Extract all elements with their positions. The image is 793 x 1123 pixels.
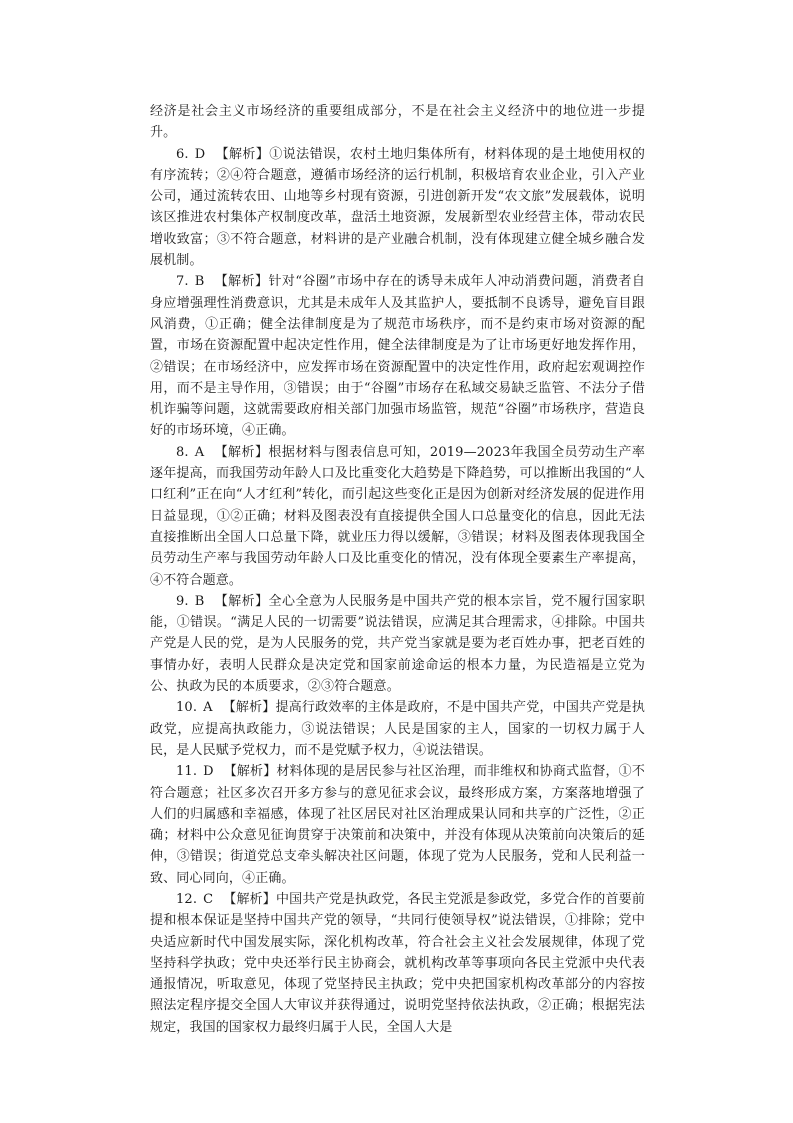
question-9-explanation — [150, 591, 645, 697]
question-number: 12. — [176, 891, 198, 907]
answer-letter: B — [194, 593, 205, 609]
question-11-explanation — [150, 761, 645, 889]
paragraph-continuation — [150, 101, 645, 144]
explanation-text: 【解析】根据材料与图表信息可知，2019—2023年我国全员劳动生产率逐年提高，而我国劳动年龄人口及比重变化大趋势是下降趋势，可以推断出我国的“人口红利”正在向“人才红利”转化，而引起这些变化正是因为创新对经济发展的促进作用日益显现，①②正确；材料及图表没有直接提供全国人口总量变化的信息，因此无法直接推断出全国人口总量下降，就业压力得以缓解，③错误；材料及图表体现我国全员劳动生产率与我国劳动年龄人口及比重变化的情况，没有体现全要素生产率提高，④不符合题意。 — [150, 444, 645, 588]
question-number: 9. — [176, 593, 189, 609]
explanation-text: 【解析】针对“谷圈”市场中存在的诱导未成年人冲动消费问题，消费者自身应增强理性消费意识，尤其是未成年人及其监护人，要抵制不良诱导，避免盲目跟风消费，①正确；健全法律制度是为了规范市场秩序，而不是约束市场对资源的配置，市场在资源配置中起决定性作用，健全法律制度是为了让市场更好地发挥作用，②错误；在市场经济中，应发挥市场在资源配置中的决定性作用，政府起宏观调控作用，而不是主导作用，③错误；由于“谷圈”市场存在私域交易缺乏监管、不法分子借机诈骗等问题，这就需要政府相关部门加强市场监管，规范“谷圈”市场秩序，营造良好的市场环境，④正确。 — [150, 274, 645, 439]
explanation-text: 【解析】提高行政效率的主体是政府，不是中国共产党，中国共产党是执政党，应提高执政能力，③说法错误；人民是国家的主人，国家的一切权力属于人民，是人民赋予党权力，而不是党赋予权力，④说法错误。 — [150, 700, 645, 758]
question-number: 11. — [176, 764, 198, 780]
answer-letter: A — [203, 700, 213, 716]
answer-letter: D — [203, 764, 214, 780]
question-7-explanation — [150, 271, 645, 441]
question-number: 8. — [176, 444, 189, 460]
question-number: 10. — [176, 700, 198, 716]
explanation-text: 【解析】全心全意为人民服务是中国共产党的根本宗旨，党不履行国家职能，①错误。“满足人民的一切需要”说法错误，应满足其合理需求，④排除。中国共产党是人民的党，是为人民服务的党，共产党当家就是要为老百姓办事，把老百姓的事情办好，表明人民群众是决定党和国家前途命运的根本力量，为民造福是立党为公、执政为民的本质要求，②③符合题意。 — [150, 593, 645, 695]
question-number: 6. — [176, 146, 189, 162]
explanation-text: 【解析】材料体现的是居民参与社区治理，而非维权和协商式监督，①不符合题意；社区多次召开多方参与的意见征求会议，最终形成方案，方案落地增强了人们的归属感和幸福感，体现了社区居民对社区治理成果认同和共享的广泛性，②正确；材料中公众意见征询贯穿于决策前和决策中，并没有体现从决策前向决策后的延伸，③错误；街道党总支牵头解决社区问题，体现了党为人民服务，党和人民利益一致、同心同向，④正确。 — [150, 764, 645, 886]
explanation-text: 【解析】中国共产党是执政党，各民主党派是参政党，多党合作的首要前提和根本保证是坚持中国共产党的领导，“共同行使领导权”说法错误，①排除；党中央适应新时代中国发展实际，深化机构改革，符合社会主义社会发展规律，体现了党坚持科学执政；党中央还举行民主协商会，就机构改革等事项向各民主党派中央代表通报情况，听取意见，体现了党坚持民主执政；党中央把国家机构改革部分的内容按照法定程序提交全国人大审议并获得通过，说明党坚持依法执政，②正确；根据宪法规定，我国的国家权力最终归属于人民，全国人大是 — [150, 891, 645, 1035]
answer-letter: D — [194, 146, 206, 162]
answer-letter: B — [194, 274, 205, 290]
question-12-explanation — [150, 889, 645, 1038]
question-6-explanation — [150, 144, 645, 272]
question-number: 7. — [176, 274, 189, 290]
answer-explanation-page — [150, 101, 645, 1038]
paragraph-text: 经济是社会主义市场经济的重要组成部分，不是在社会主义经济中的地位进一步提升。 — [150, 104, 645, 141]
question-8-explanation — [150, 442, 645, 591]
answer-letter: A — [194, 444, 205, 460]
answer-letter: C — [203, 891, 214, 907]
question-10-explanation — [150, 697, 645, 761]
explanation-text: 【解析】①说法错误，农村土地归集体所有，材料体现的是土地使用权的有序流转；②④符合题意，遵循市场经济的运行机制，积极培育农业企业，引入产业公司，通过流转农田、山地等乡村现有资源，引进创新开发“农文旅”发展载体，说明该区推进农村集体产权制度改革，盘活土地资源，发展新型农业经营主体，带动农民增收致富；③不符合题意，材料讲的是产业融合机制，没有体现建立健全城乡融合发展机制。 — [150, 146, 645, 269]
